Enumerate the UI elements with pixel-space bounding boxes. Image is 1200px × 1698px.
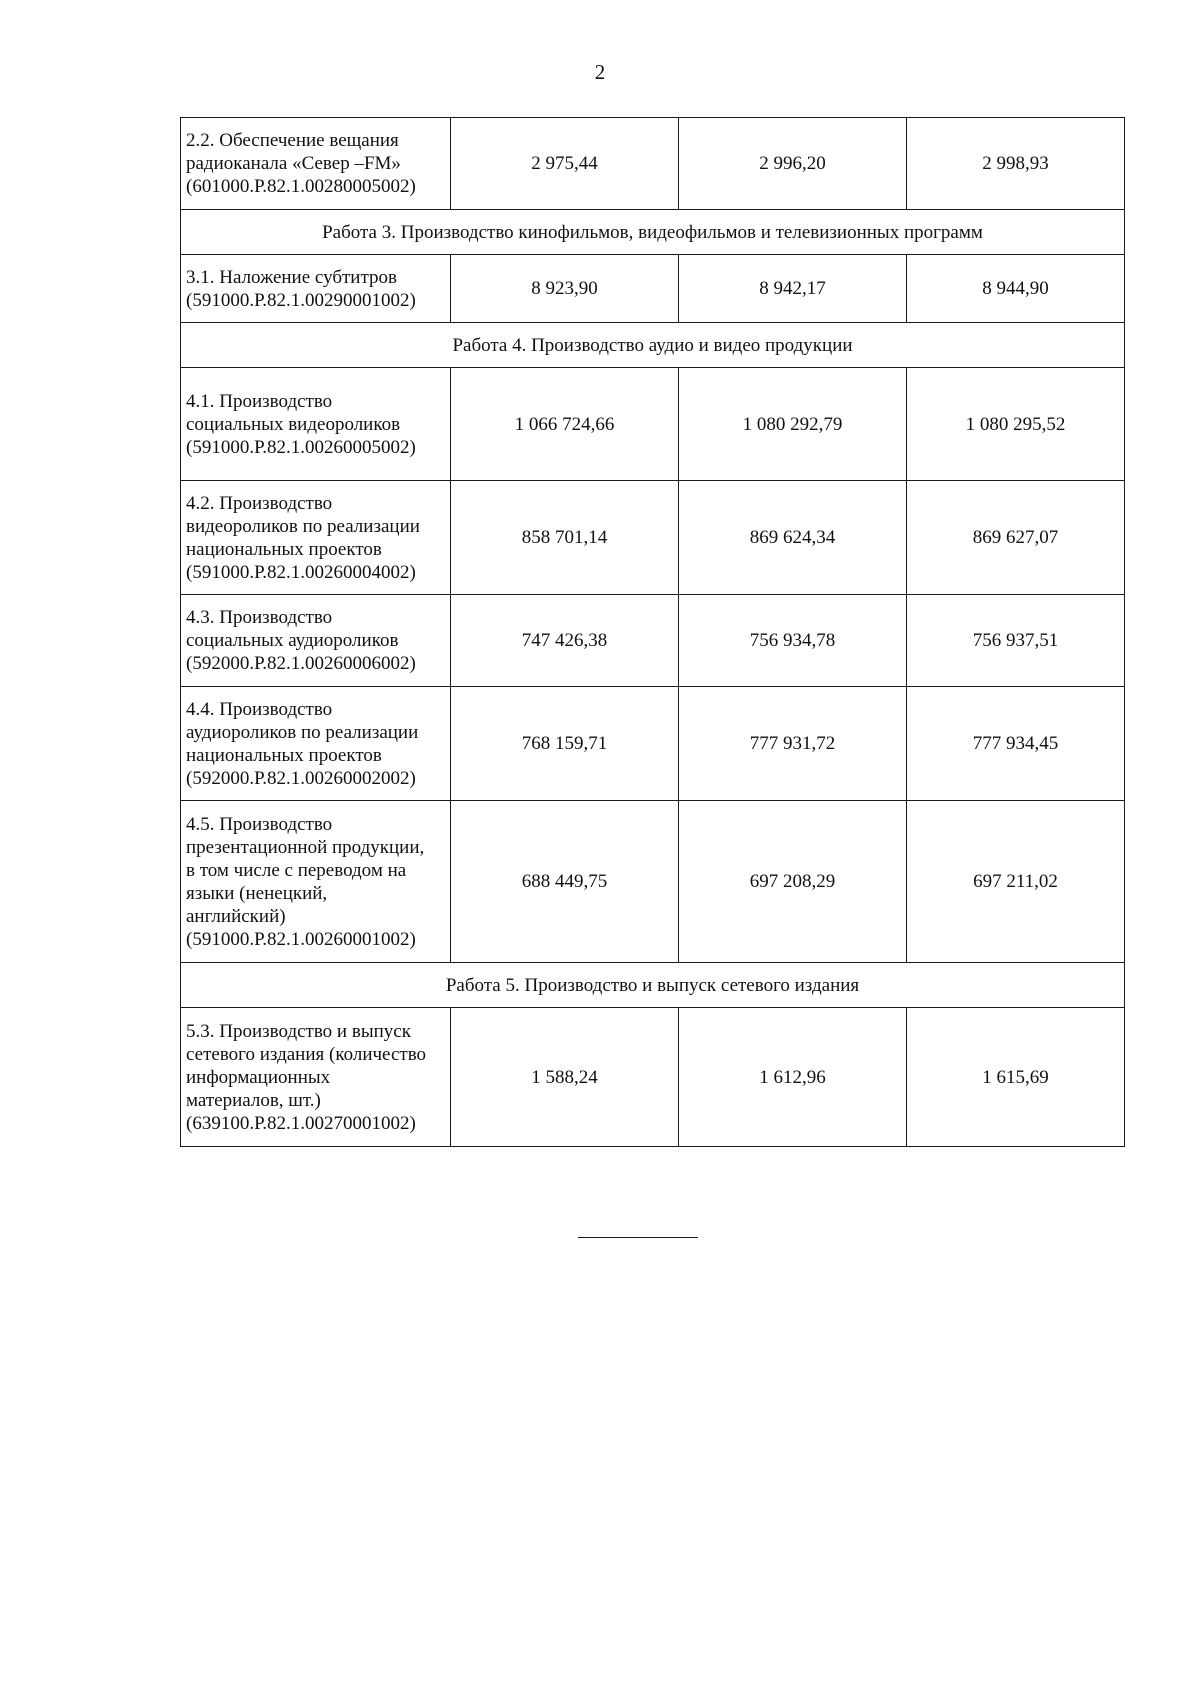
- value-cell-2: 8 942,17: [679, 255, 907, 323]
- end-divider-line: [578, 1237, 698, 1238]
- cost-table: [180, 117, 1125, 1147]
- section-title: Работа 4. Производство аудио и видео продукции: [181, 323, 1125, 368]
- row-description: 4.5. Производство презентационной продукции, в том числе с переводом на языки (ненецкий, английский) (591000.Р.82.1.00260001002): [181, 801, 451, 963]
- value-cell-2: 756 934,78: [679, 595, 907, 687]
- row-description: 4.2. Производство видеороликов по реализации национальных проектов (591000.Р.82.1.00260004002): [181, 481, 451, 595]
- value-cell-2: 697 208,29: [679, 801, 907, 963]
- value-cell-2: 869 624,34: [679, 481, 907, 595]
- value-cell-3: 1 615,69: [907, 1008, 1125, 1147]
- table-row: [181, 595, 1125, 687]
- row-description: 4.3. Производство социальных аудиороликов (592000.Р.82.1.00260006002): [181, 595, 451, 687]
- table-row: [181, 368, 1125, 481]
- value-cell-3: 697 211,02: [907, 801, 1125, 963]
- value-cell-3: 1 080 295,52: [907, 368, 1125, 481]
- section-row: [181, 210, 1125, 255]
- value-cell-2: 777 931,72: [679, 687, 907, 801]
- section-row: [181, 963, 1125, 1008]
- section-title: Работа 5. Производство и выпуск сетевого издания: [181, 963, 1125, 1008]
- value-cell-1: 688 449,75: [451, 801, 679, 963]
- table-row: [181, 481, 1125, 595]
- value-cell-3: 869 627,07: [907, 481, 1125, 595]
- value-cell-2: 2 996,20: [679, 118, 907, 210]
- section-row: [181, 323, 1125, 368]
- value-cell-1: 768 159,71: [451, 687, 679, 801]
- row-description: 4.1. Производство социальных видеороликов (591000.Р.82.1.00260005002): [181, 368, 451, 481]
- table-row: [181, 255, 1125, 323]
- value-cell-3: 756 937,51: [907, 595, 1125, 687]
- value-cell-1: 858 701,14: [451, 481, 679, 595]
- section-title: Работа 3. Производство кинофильмов, видеофильмов и телевизионных программ: [181, 210, 1125, 255]
- page-number: 2: [594, 60, 606, 84]
- row-description: 2.2. Обеспечение вещания радиоканала «Север –FM» (601000.Р.82.1.00280005002): [181, 118, 451, 210]
- value-cell-1: 1 588,24: [451, 1008, 679, 1147]
- value-cell-1: 8 923,90: [451, 255, 679, 323]
- table-row: [181, 687, 1125, 801]
- row-description: 3.1. Наложение субтитров (591000.Р.82.1.00290001002): [181, 255, 451, 323]
- value-cell-3: 777 934,45: [907, 687, 1125, 801]
- value-cell-3: 2 998,93: [907, 118, 1125, 210]
- value-cell-1: 1 066 724,66: [451, 368, 679, 481]
- value-cell-1: 2 975,44: [451, 118, 679, 210]
- table-row: [181, 801, 1125, 963]
- row-description: 4.4. Производство аудиороликов по реализации национальных проектов (592000.Р.82.1.00260002002): [181, 687, 451, 801]
- table-row: [181, 1008, 1125, 1147]
- value-cell-3: 8 944,90: [907, 255, 1125, 323]
- value-cell-2: 1 080 292,79: [679, 368, 907, 481]
- table-row: [181, 118, 1125, 210]
- row-description: 5.3. Производство и выпуск сетевого издания (количество информационных материалов, шт.) (639100.Р.82.1.00270001002): [181, 1008, 451, 1147]
- value-cell-1: 747 426,38: [451, 595, 679, 687]
- value-cell-2: 1 612,96: [679, 1008, 907, 1147]
